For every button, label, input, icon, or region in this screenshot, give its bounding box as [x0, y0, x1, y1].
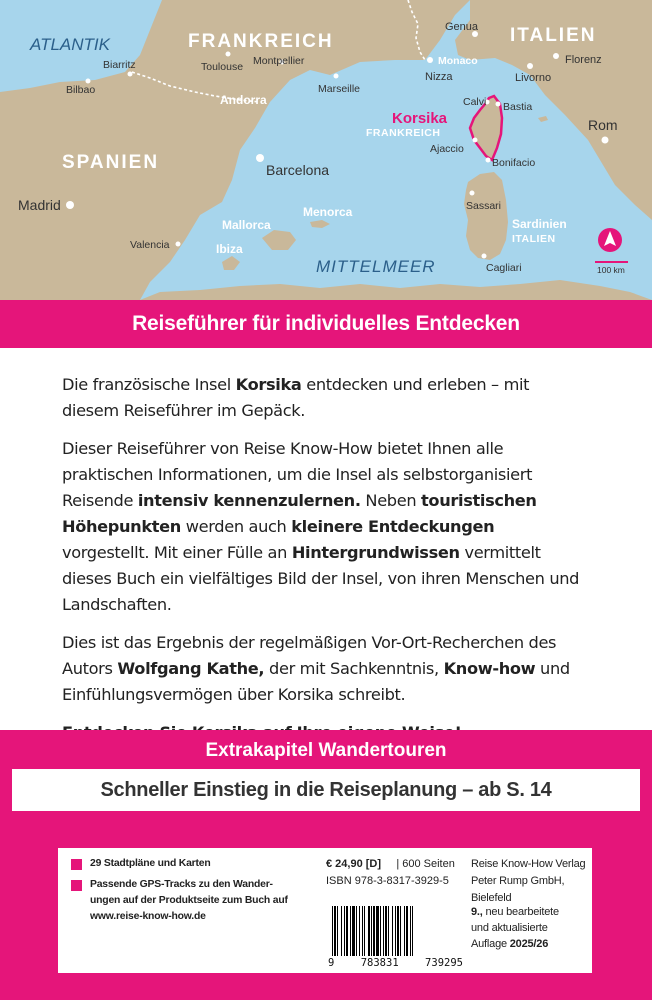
bold-text: Korsika [235, 375, 302, 394]
text: vorgestellt. Mit einer Fülle an [62, 543, 292, 562]
label-korsika-country: FRANKREICH [366, 127, 441, 139]
text: der mit Sachkenntnis, [264, 659, 444, 678]
label-spanien: SPANIEN [62, 152, 160, 173]
publisher [471, 856, 592, 907]
page-count: | 600 Seiten [396, 858, 455, 870]
barcode-bar [341, 906, 342, 956]
barcode-bar [373, 906, 375, 956]
dot-ajaccio [473, 138, 478, 143]
bold-text: Wolfgang Kathe, [117, 659, 265, 678]
label-ibiza: Ibiza [216, 242, 243, 256]
barcode-bar [388, 906, 389, 956]
city-florenz: Florenz [565, 54, 602, 66]
label-sardinien: Sardinien [512, 217, 567, 231]
paragraph-1 [62, 372, 582, 424]
city-marseille: Marseille [318, 83, 361, 95]
text: und Einfühlungsvermögen über Korsika schreibt. [62, 659, 570, 704]
barcode-bar [397, 906, 399, 956]
label-mallorca: Mallorca [222, 218, 271, 232]
city-calvi: Calvi [463, 96, 487, 108]
edition-line-2: und aktualisierte [471, 922, 548, 934]
list-item-text: Passende GPS-Tracks zu den Wanderungen auf der Produktseite zum Buch auf www.reise-know-how.de [90, 879, 288, 922]
list-item [71, 877, 291, 925]
dot-marseille [334, 74, 339, 79]
dot-madrid [66, 201, 74, 209]
barcode-bar [395, 906, 396, 956]
city-bastia: Bastia [503, 101, 533, 113]
sardinia-island [464, 172, 508, 260]
text: werden auch [180, 517, 292, 536]
barcode-bar [410, 906, 411, 956]
label-andorra: Andorra [220, 93, 267, 107]
edition-number: 9., [471, 906, 483, 918]
city-rom: Rom [588, 117, 618, 133]
edition-line-1 [471, 904, 559, 920]
barcode-bar [376, 906, 379, 956]
dot-barcelona [256, 154, 264, 162]
dot-rom [602, 137, 609, 144]
city-genua: Genua [445, 21, 479, 33]
barcode-bar [362, 906, 363, 956]
paragraph-2 [62, 436, 582, 618]
barcode-bar [346, 906, 348, 956]
barcode-bar [406, 906, 408, 956]
price-line [326, 856, 455, 873]
barcode-bar [383, 906, 384, 956]
dot-biarritz [128, 72, 133, 77]
bold-text: Know-how [443, 659, 536, 678]
dot-bilbao [86, 79, 91, 84]
list-item-text: 29 Stadtpläne und Karten [90, 858, 211, 869]
city-bilbao: Bilbao [66, 84, 96, 96]
square-bullet-icon [71, 880, 82, 891]
extra-chapter-label: Extrakapitel Wandertouren [205, 740, 447, 761]
description [62, 372, 582, 758]
dot-valencia [176, 242, 181, 247]
city-biarritz: Biarritz [103, 59, 136, 71]
city-nizza: Nizza [425, 71, 453, 83]
bold-text: Hintergrundwissen [291, 543, 460, 562]
bold-text: intensiv kennenzulernen. [137, 491, 361, 510]
text: vermittelt dieses Buch ein vielfältiges Bild der Insel, von ihren Menschen und Landschaften. [62, 543, 580, 614]
list-item [71, 856, 291, 872]
barcode-bar [350, 906, 351, 956]
barcode-bar [334, 906, 336, 956]
label-atlantik: ATLANTIK [30, 35, 110, 54]
bold-text: touristischen Höhepunkten [62, 491, 537, 536]
city-bonifacio: Bonifacio [492, 157, 536, 169]
barcode-bar [344, 906, 345, 956]
dot-cagliari [482, 254, 487, 259]
square-bullet-icon [71, 859, 82, 870]
north-arrow-icon [598, 228, 622, 252]
city-montpellier: Montpellier [253, 55, 305, 67]
tagline-text: Reiseführer für individuelles Entdecken [132, 312, 520, 335]
barcode-digits: 739295 [425, 957, 463, 969]
publisher-line-1: Reise Know-How Verlag [471, 858, 586, 870]
label-frankreich: FRANKREICH [188, 31, 334, 52]
dot-florenz [553, 53, 559, 59]
barcode-number [328, 957, 463, 969]
city-madrid: Madrid [18, 197, 61, 213]
edition-text: Auflage [471, 938, 510, 950]
label-mittelmeer: MITTELMEER [316, 257, 436, 276]
publisher-line-2: Peter Rump GmbH, Bielefeld [471, 875, 565, 904]
barcode [328, 906, 463, 968]
edition [471, 904, 559, 952]
edition-line-3 [471, 936, 559, 952]
label-menorca: Menorca [303, 205, 353, 219]
label-sardinien-country: ITALIEN [512, 233, 556, 245]
isbn: ISBN 978-3-8317-3929-5 [326, 875, 449, 887]
barcode-bar [356, 906, 357, 956]
barcode-bar [380, 906, 381, 956]
dot-toulouse [226, 52, 231, 57]
barcode-bar [392, 906, 393, 956]
paragraph-3 [62, 630, 582, 708]
text: Neben [360, 491, 422, 510]
barcode-bar [385, 906, 387, 956]
dot-livorno [527, 63, 533, 69]
barcode-bar [364, 906, 365, 956]
text: Dieser Reiseführer von Reise Know-How bietet Ihnen alle praktischen Informationen, um die Insel als selbstorganisiert Reisende [62, 439, 533, 510]
barcode-bar [337, 906, 338, 956]
info-box [58, 848, 592, 973]
barcode-digits: 783831 [360, 957, 399, 969]
dot-sassari [470, 191, 475, 196]
overview-map [0, 0, 652, 300]
edition-year: 2025/26 [509, 938, 549, 950]
barcode-bar [352, 906, 355, 956]
barcode-bar [412, 906, 413, 956]
barcode-bar [371, 906, 372, 956]
bold-text: kleinere Entdeckungen [291, 517, 495, 536]
barcode-bar [359, 906, 360, 956]
price-block [326, 856, 455, 890]
label-monaco: Monaco [438, 55, 478, 67]
label-italien: ITALIEN [510, 25, 597, 46]
dot-bastia [496, 102, 501, 107]
text: entdecken und erleben – mit diesem Reiseführer im Gepäck. [62, 375, 530, 420]
tagline-banner [0, 300, 652, 348]
city-cagliari: Cagliari [486, 262, 522, 274]
barcode-bar [368, 906, 370, 956]
price: € 24,90 [D] [326, 858, 382, 870]
feature-list [71, 856, 291, 930]
city-sassari: Sassari [466, 200, 502, 212]
barcode-bar [332, 906, 333, 956]
city-barcelona: Barcelona [266, 162, 330, 178]
scale-label: 100 km [597, 265, 625, 275]
edition-text: neu bearbeitete [482, 906, 559, 918]
text: Dies ist das Ergebnis der regelmäßigen Vor-Ort-Recherchen des Autors [62, 633, 557, 678]
dot-nizza [427, 57, 433, 63]
city-ajaccio: Ajaccio [430, 143, 464, 155]
dot-bonifacio [486, 158, 491, 163]
text: Die französische Insel [62, 375, 236, 394]
barcode-bar [400, 906, 401, 956]
barcode-digit: 9 [328, 957, 335, 969]
city-livorno: Livorno [515, 72, 552, 84]
city-toulouse: Toulouse [201, 61, 244, 73]
barcode-bars [328, 906, 463, 956]
barcode-bar [404, 906, 405, 956]
quick-start-box: Schneller Einstieg in die Reiseplanung – ab S. 14 [11, 768, 641, 812]
label-korsika: Korsika [392, 110, 448, 127]
city-valencia: Valencia [130, 239, 170, 251]
